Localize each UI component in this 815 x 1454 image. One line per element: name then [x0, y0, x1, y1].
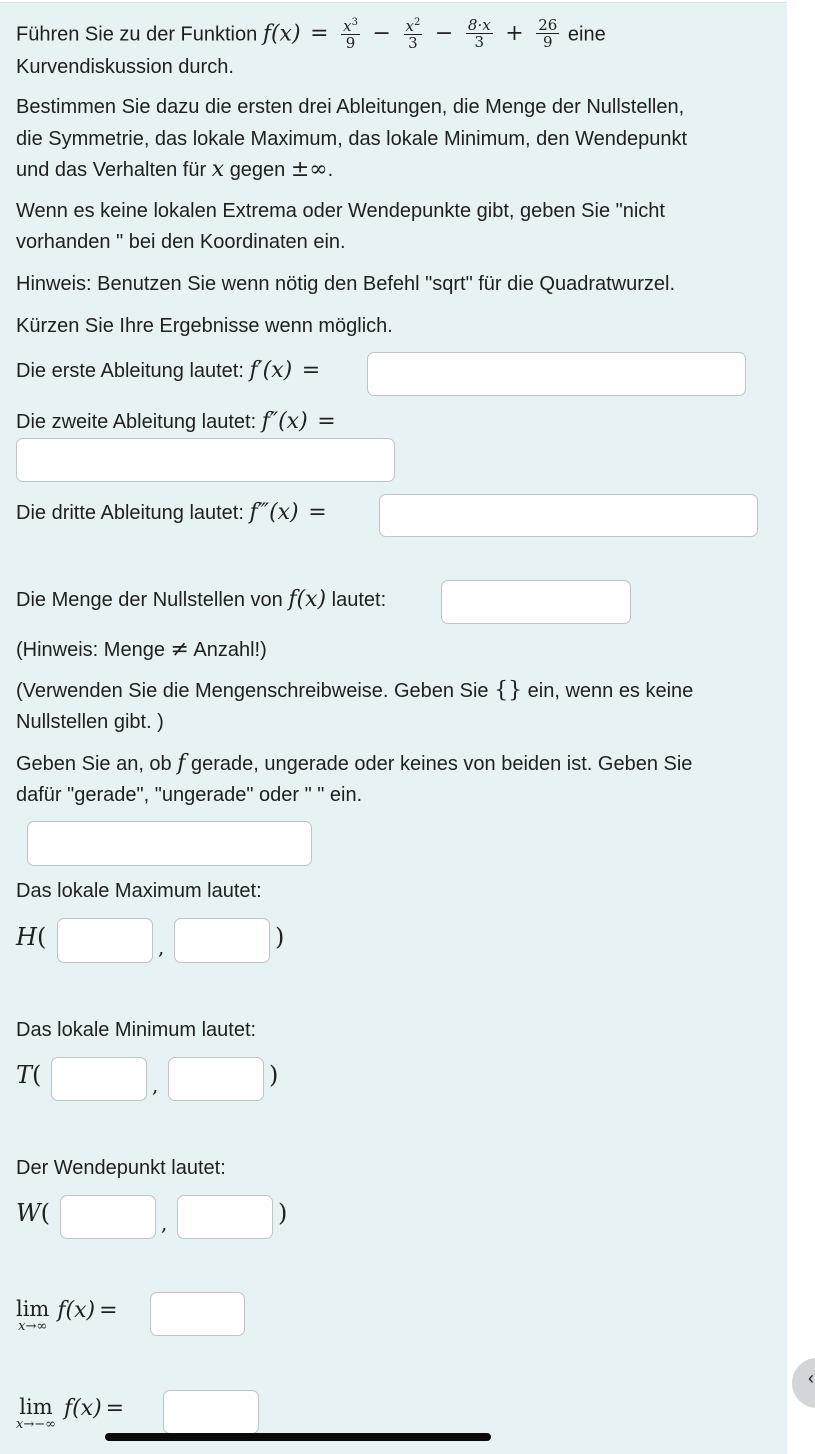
symmetry-line-2: dafür "gerade", "ungerade" oder " " ein. [16, 784, 363, 806]
term-3-numerator: 8·x [467, 15, 491, 34]
minus-sign: − [434, 21, 454, 47]
home-indicator [105, 1433, 491, 1441]
intro-line-1 [16, 17, 606, 53]
equals-sign: = [105, 1396, 125, 1421]
task-line-3 [16, 157, 333, 183]
term-2-numerator: x [405, 17, 414, 35]
third-derivative-text: Die dritte Ableitung lautet: [16, 502, 244, 524]
equals-sign: = [310, 21, 329, 47]
intro-line-2: Kurvendiskussion durch. [16, 56, 234, 78]
function-lhs: f(x) [262, 21, 301, 47]
hint-set-text: (Hinweis: Menge [16, 639, 165, 661]
comma: , [158, 935, 165, 959]
first-derivative-text: Die erste Ableitung lautet: [16, 360, 244, 382]
zeros-label [16, 587, 386, 613]
inflection-label: Der Wendepunkt lautet: [16, 1157, 226, 1179]
task-line-3-text: und das Verhalten für [16, 159, 207, 181]
lim-subscript: x→−∞ [16, 1417, 56, 1432]
equals-sign: = [301, 358, 321, 383]
inflection-letter: W [16, 1199, 41, 1227]
task-line-3-dot: . [327, 159, 334, 181]
first-derivative-symbol: f′(x) [249, 358, 293, 383]
task-line-2: die Symmetrie, das lokale Maximum, das lokale Minimum, den Wendepunkt [16, 128, 688, 150]
third-derivative-input[interactable] [379, 494, 758, 537]
plus-sign: + [505, 21, 524, 47]
second-derivative-input[interactable] [16, 438, 395, 482]
second-derivative-text: Die zweite Ableitung lautet: [16, 411, 257, 433]
lim-subscript: x→∞ [18, 1319, 48, 1334]
max-letter: H [16, 923, 37, 951]
set-note-line-2: Nullstellen gibt. ) [16, 711, 164, 733]
no-extrema-line-2: vorhanden " bei den Koordinaten ein. [16, 231, 346, 253]
second-derivative-label [16, 409, 340, 435]
task-line-1: Bestimmen Sie dazu die ersten drei Ableitungen, die Menge der Nullstellen, [16, 96, 685, 118]
empty-set-braces: {} [494, 678, 523, 703]
limit-operator [16, 1396, 56, 1432]
task-line-3-gegen: gegen [229, 159, 286, 181]
min-y-input[interactable] [168, 1057, 264, 1101]
chevron-left-icon: ‹ [808, 1368, 814, 1388]
set-note-line-1 [16, 678, 693, 704]
close-paren: ) [278, 1199, 288, 1227]
limit-neg-infinity [16, 1396, 128, 1432]
min-label: Das lokale Minimum lautet: [16, 1019, 257, 1041]
zeros-function-symbol: f(x) [288, 587, 327, 612]
inflection-point [16, 1199, 50, 1227]
max-label: Das lokale Maximum lautet: [16, 880, 262, 902]
comma: , [161, 1211, 168, 1235]
limit-operator [16, 1298, 49, 1334]
minus-sign: − [372, 21, 391, 47]
term-1-numerator: x [343, 17, 352, 35]
close-paren: ) [275, 923, 285, 951]
term-1-denominator: 9 [345, 34, 356, 52]
comma: , [152, 1073, 159, 1097]
min-x-input[interactable] [51, 1057, 147, 1101]
symmetry-line-1 [16, 751, 692, 777]
intro-prefix: Führen Sie zu der Funktion [16, 23, 258, 46]
term-3-fraction [466, 17, 493, 50]
third-derivative-label [16, 500, 331, 526]
open-paren: ( [32, 1061, 42, 1089]
third-derivative-symbol: f‴(x) [249, 500, 299, 525]
first-derivative-input[interactable] [367, 352, 746, 396]
hint-set [16, 637, 267, 663]
plus-minus-infinity: ±∞ [290, 157, 328, 182]
term-1-exponent: 3 [351, 17, 358, 28]
function-symbol-f: f [177, 751, 186, 776]
term-4-denominator: 9 [543, 32, 553, 51]
equals-sign: = [308, 500, 327, 525]
term-2-exponent: 2 [413, 17, 421, 28]
lim-word: lim [16, 1297, 50, 1321]
second-derivative-symbol: f″(x) [261, 409, 308, 434]
no-extrema-line-1: Wenn es keine lokalen Extrema oder Wendepunkte gibt, geben Sie "nicht [16, 200, 665, 222]
hint-sqrt: Hinweis: Benutzen Sie wenn nötig den Befehl "sqrt" für die Quadratwurzel. [16, 273, 676, 295]
inflection-y-input[interactable] [177, 1195, 273, 1239]
limit-pos-infinity-input[interactable] [150, 1292, 245, 1336]
term-1-fraction [341, 15, 360, 51]
set-note-text: (Verwenden Sie die Mengenschreibweise. Geben Sie [16, 680, 489, 702]
open-paren: ( [36, 923, 47, 951]
min-point [16, 1061, 41, 1089]
limit-function: f(x) [57, 1298, 96, 1323]
symmetry-text: Geben Sie an, ob [16, 753, 172, 775]
symmetry-input[interactable] [27, 821, 312, 866]
equals-sign: = [99, 1298, 118, 1323]
hint-set-anzahl: Anzahl!) [193, 639, 267, 661]
open-paren: ( [40, 1199, 51, 1227]
limit-neg-infinity-input[interactable] [163, 1390, 259, 1434]
not-equal-sign: ≠ [170, 637, 189, 662]
term-4-numerator: 26 [538, 15, 558, 34]
max-point [16, 923, 46, 951]
first-derivative-label [16, 358, 324, 384]
zeros-set-input[interactable] [441, 580, 631, 624]
lim-word: lim [19, 1395, 53, 1419]
term-2-denominator: 3 [408, 34, 418, 52]
intro-suffix: eine [567, 23, 606, 46]
term-2-fraction [404, 15, 423, 51]
max-x-input[interactable] [57, 918, 153, 963]
inflection-x-input[interactable] [60, 1195, 156, 1239]
min-letter: T [16, 1061, 33, 1089]
limit-pos-infinity [16, 1298, 122, 1334]
zeros-text: Die Menge der Nullstellen von [16, 589, 283, 611]
close-paren: ) [269, 1061, 279, 1089]
term-4-fraction [536, 17, 559, 50]
variable-x: x [211, 157, 225, 182]
symmetry-text-b: gerade, ungerade oder keines von beiden ist. Geben Sie [190, 753, 693, 775]
equals-sign: = [317, 409, 336, 434]
zeros-lautet: lautet: [331, 589, 387, 611]
set-note-text-b: ein, wenn es keine [527, 680, 694, 702]
max-y-input[interactable] [174, 918, 270, 963]
shorten-note: Kürzen Sie Ihre Ergebnisse wenn möglich. [16, 315, 393, 337]
limit-function: f(x) [63, 1396, 102, 1421]
term-3-denominator: 3 [474, 32, 485, 51]
